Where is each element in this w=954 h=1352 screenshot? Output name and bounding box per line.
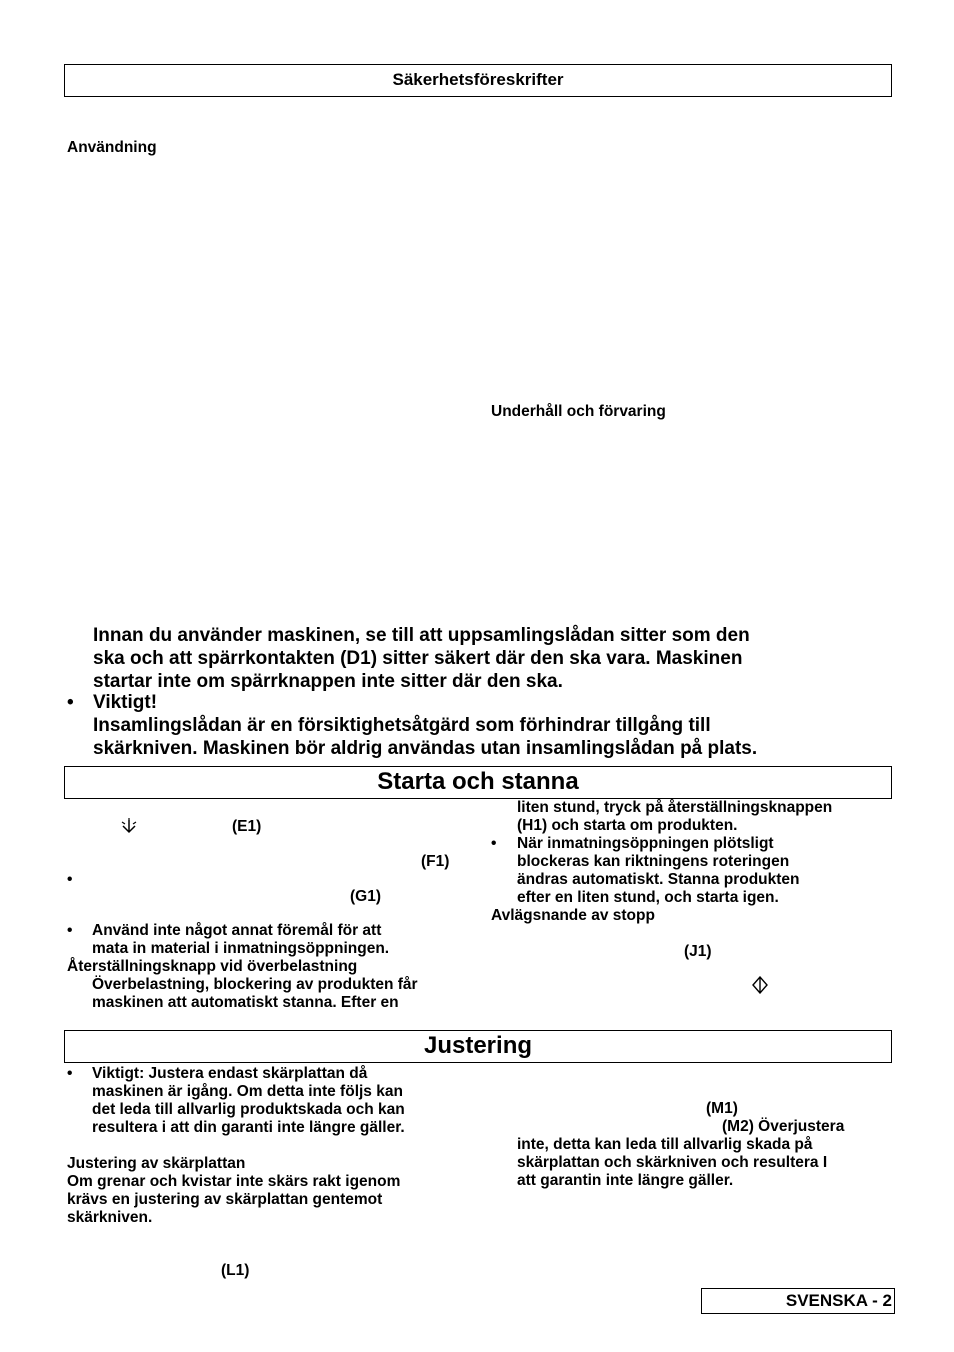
- maintenance-heading: Underhåll och förvaring: [491, 403, 666, 420]
- text-line: Använd inte något annat föremål för att: [92, 922, 382, 939]
- bullet-marker: •: [491, 835, 497, 852]
- bullet-marker: •: [67, 871, 73, 888]
- text-line: maskinen är igång. Om detta inte följs kan: [92, 1083, 403, 1100]
- overadjust-paragraph: [517, 1136, 827, 1190]
- bullet-marker: •: [67, 1065, 73, 1082]
- blocked-paragraph: [517, 835, 800, 907]
- plate-heading: Justering av skärplattan: [67, 1155, 246, 1172]
- ref-m1: (M1): [706, 1100, 738, 1117]
- ref-l1: (L1): [221, 1262, 250, 1279]
- usage-heading: Användning: [67, 139, 157, 156]
- important-line: Insamlingslådan är en försiktighetsåtgärd som förhindrar tillgång till: [93, 715, 711, 736]
- text-line: När inmatningsöppningen plötsligt: [517, 835, 774, 852]
- text-line: ändras automatiskt. Stanna produkten: [517, 871, 800, 888]
- text-line: resultera i att din garanti inte längre gäller.: [92, 1119, 405, 1136]
- text-line: liten stund, tryck på återställningsknappen: [517, 799, 833, 816]
- page-number-label: SVENSKA - 2: [785, 1291, 892, 1310]
- intro-line: startar inte om spärrknappen inte sitter där den ska.: [93, 671, 563, 692]
- section-title-safety: Säkerhetsföreskrifter: [392, 70, 564, 89]
- ref-g1: (G1): [350, 888, 381, 905]
- ref-e1: (E1): [232, 818, 262, 835]
- important-line: skärkniven. Maskinen bör aldrig användas utan insamlingslådan på plats.: [93, 738, 758, 759]
- section-header-safety: [64, 64, 892, 97]
- intro-line: ska och att spärrkontakten (D1) sitter säkert där den ska vara. Maskinen: [93, 648, 743, 669]
- text-line: blockeras kan riktningens roteringen: [517, 853, 790, 870]
- text-line: efter en liten stund, och starta igen.: [517, 889, 779, 906]
- text-line: krävs en justering av skärplattan gentemot: [67, 1191, 383, 1208]
- text-line: Viktigt: Justera endast skärplattan då: [92, 1065, 368, 1082]
- section-title-start-stop: Starta och stanna: [377, 768, 579, 795]
- reverse-symbol-icon: [750, 976, 770, 994]
- text-line: mata in material i inmatningsöppningen.: [92, 940, 390, 957]
- bullet-marker: •: [67, 922, 73, 939]
- text-line: Om grenar och kvistar inte skärs rakt igenom: [67, 1173, 401, 1190]
- start-symbol-icon: [119, 818, 139, 836]
- reset-continued-paragraph: [517, 799, 832, 835]
- intro-line: Innan du använder maskinen, se till att uppsamlingslådan sitter som den: [93, 625, 750, 646]
- text-line: (H1) och starta om produkten.: [517, 817, 738, 834]
- ref-j1: (J1): [684, 943, 712, 960]
- text-line: att garantin inte längre gäller.: [517, 1172, 734, 1189]
- section-header-start-stop: [64, 766, 892, 799]
- jam-heading: Avlägsnande av stopp: [491, 907, 655, 924]
- page-footer: [701, 1288, 895, 1314]
- reset-paragraph: [92, 976, 418, 1012]
- ref-f1: (F1): [421, 853, 450, 870]
- ref-m2-line: (M2) Överjustera: [722, 1118, 845, 1135]
- text-line: det leda till allvarlig produktskada och kan: [92, 1101, 405, 1118]
- reset-heading: Återställningsknapp vid överbelastning: [67, 958, 358, 975]
- no-object-paragraph: [92, 922, 389, 958]
- intro-paragraph: [93, 624, 750, 693]
- section-header-adjust: [64, 1030, 892, 1063]
- important-paragraph: [93, 691, 757, 760]
- text-line: skärkniven.: [67, 1209, 153, 1226]
- section-title-adjust: Justering: [423, 1032, 533, 1059]
- text-line: inte, detta kan leda till allvarlig skada på: [517, 1136, 813, 1153]
- bullet-marker: •: [67, 692, 74, 713]
- plate-paragraph: [67, 1173, 400, 1227]
- text-line: Överbelastning, blockering av produkten får: [92, 976, 418, 993]
- adjust-warning-paragraph: [92, 1065, 405, 1137]
- text-line: skärplattan och skärkniven och resultera I: [517, 1154, 828, 1171]
- important-label: Viktigt!: [93, 692, 158, 713]
- text-line: maskinen att automatiskt stanna. Efter en: [92, 994, 399, 1011]
